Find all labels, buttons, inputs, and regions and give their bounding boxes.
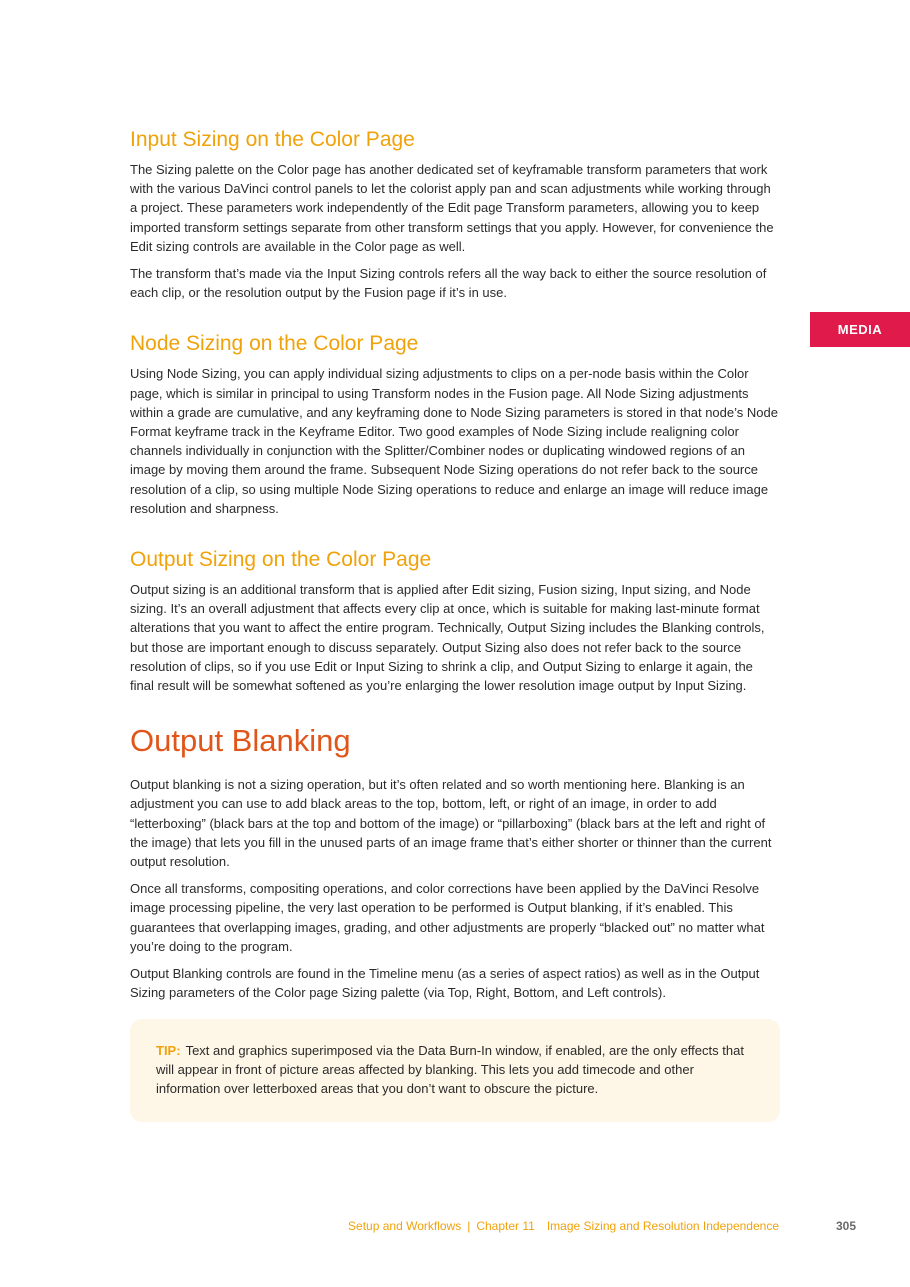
page-content: [130, 126, 780, 1122]
section-spacer: [130, 310, 780, 330]
input-sizing-paragraph-1: The Sizing palette on the Color page has another dedicated set of keyframable transform parameters that work with the various DaVinci control panels to let the colorist apply pan and scan adjustments while working through a project. These parameters work independently of the Edit page Transform parameters, allowing you to keep imported transform settings separate from other transform settings that you apply. However, for convenience the Edit sizing controls are available in the Color page as well.: [130, 162, 774, 254]
footer-book: Setup and Workflows: [348, 1219, 462, 1233]
section-spacer: [130, 526, 780, 546]
footer-chapter-title: Image Sizing and Resolution Independence: [546, 1219, 779, 1233]
output-blanking-heading: Output Blanking: [130, 723, 351, 759]
output-blanking-paragraph-2: Once all transforms, compositing operations, and color corrections have been applied by the DaVinci Resolve image processing pipeline, the very last operation to be performed is Output blanking, if it’s enabled. This guarantees that overlapping images, grading, and other adjustments are properly “blacked out” no matter what you’re doing to the program.: [130, 881, 765, 954]
media-side-tab: MEDIA: [810, 312, 910, 347]
tip-paragraph: [156, 1041, 754, 1099]
footer-separator: |: [467, 1219, 471, 1233]
node-sizing-heading: Node Sizing on the Color Page: [130, 332, 419, 356]
tip-text: Text and graphics superimposed via the Data Burn-In window, if enabled, are the only effects that will appear in front of picture areas affected by blanking. This lets you add timecode and other information over letterboxed areas that you don’t want to obscure the picture.: [156, 1042, 744, 1096]
page-footer: [0, 1218, 910, 1234]
output-sizing-paragraph-1: Output sizing is an additional transform that is applied after Edit sizing, Fusion sizing, Input sizing, and Node sizing. It’s an overall adjustment that affects every clip at once, which is suitable for making last-minute format alterations that you want to affect the entire program. Technically, Output Sizing includes the Blanking controls, but those are important enough to discuss separately. Output Sizing also does not refer back to the source resolution of clips, so if you use Edit or Input Sizing to shrink a clip, and Output Sizing to enlarge it again, the final result will be somewhat softened as you’re enlarging the lower resolution image output by Input Sizing.: [130, 582, 765, 694]
tip-box: [130, 1019, 780, 1123]
footer-chapter: Chapter 11: [476, 1219, 535, 1233]
footer-breadcrumb: [348, 1218, 779, 1234]
output-blanking-paragraph-1: Output blanking is not a sizing operation, but it’s often related and so worth mentioning here. Blanking is an adjustment you can use to add black areas to the top, bottom, left, or right of an image, in order to add “letterboxing” (black bars at the top and bottom of the image) or “pillarboxing” (black bars at the left and right of the image) that lets you fill in the unused parts of an image frame that’s either shorter or thinner than the current output resolution.: [130, 777, 772, 870]
node-sizing-paragraph-1: Using Node Sizing, you can apply individual sizing adjustments to clips on a per-node basis within the Color page, which is similar in principal to using Transform nodes in the Fusion page. All Node Sizing adjustments within a grade are cumulative, and any keyframing done to Node Sizing parameters is stored in that node’s Node Format keyframe track in the Keyframe Editor. Two good examples of Node Sizing include realigning color channels individually in conjunction with the Splitter/Combiner nodes or duplicating windowed regions of an image by moving them around the frame. Subsequent Node Sizing operations do not refer back to the source resolution of a clip, so using multiple Node Sizing operations to reduce and enlarge an image will reduce image resolution and sharpness.: [130, 366, 778, 516]
tip-label: TIP:: [156, 1042, 181, 1058]
output-sizing-heading: Output Sizing on the Color Page: [130, 548, 432, 572]
page-number: 305: [835, 1219, 856, 1233]
output-blanking-paragraph-3: Output Blanking controls are found in the Timeline menu (as a series of aspect ratios) as well as in the Output Sizing parameters of the Color page Sizing palette (via Top, Right, Bottom, and Left controls).: [130, 966, 760, 1001]
input-sizing-paragraph-2: The transform that’s made via the Input Sizing controls refers all the way back to either the source resolution of each clip, or the resolution output by the Fusion page if it’s in use.: [130, 266, 767, 301]
input-sizing-heading: Input Sizing on the Color Page: [130, 128, 415, 151]
